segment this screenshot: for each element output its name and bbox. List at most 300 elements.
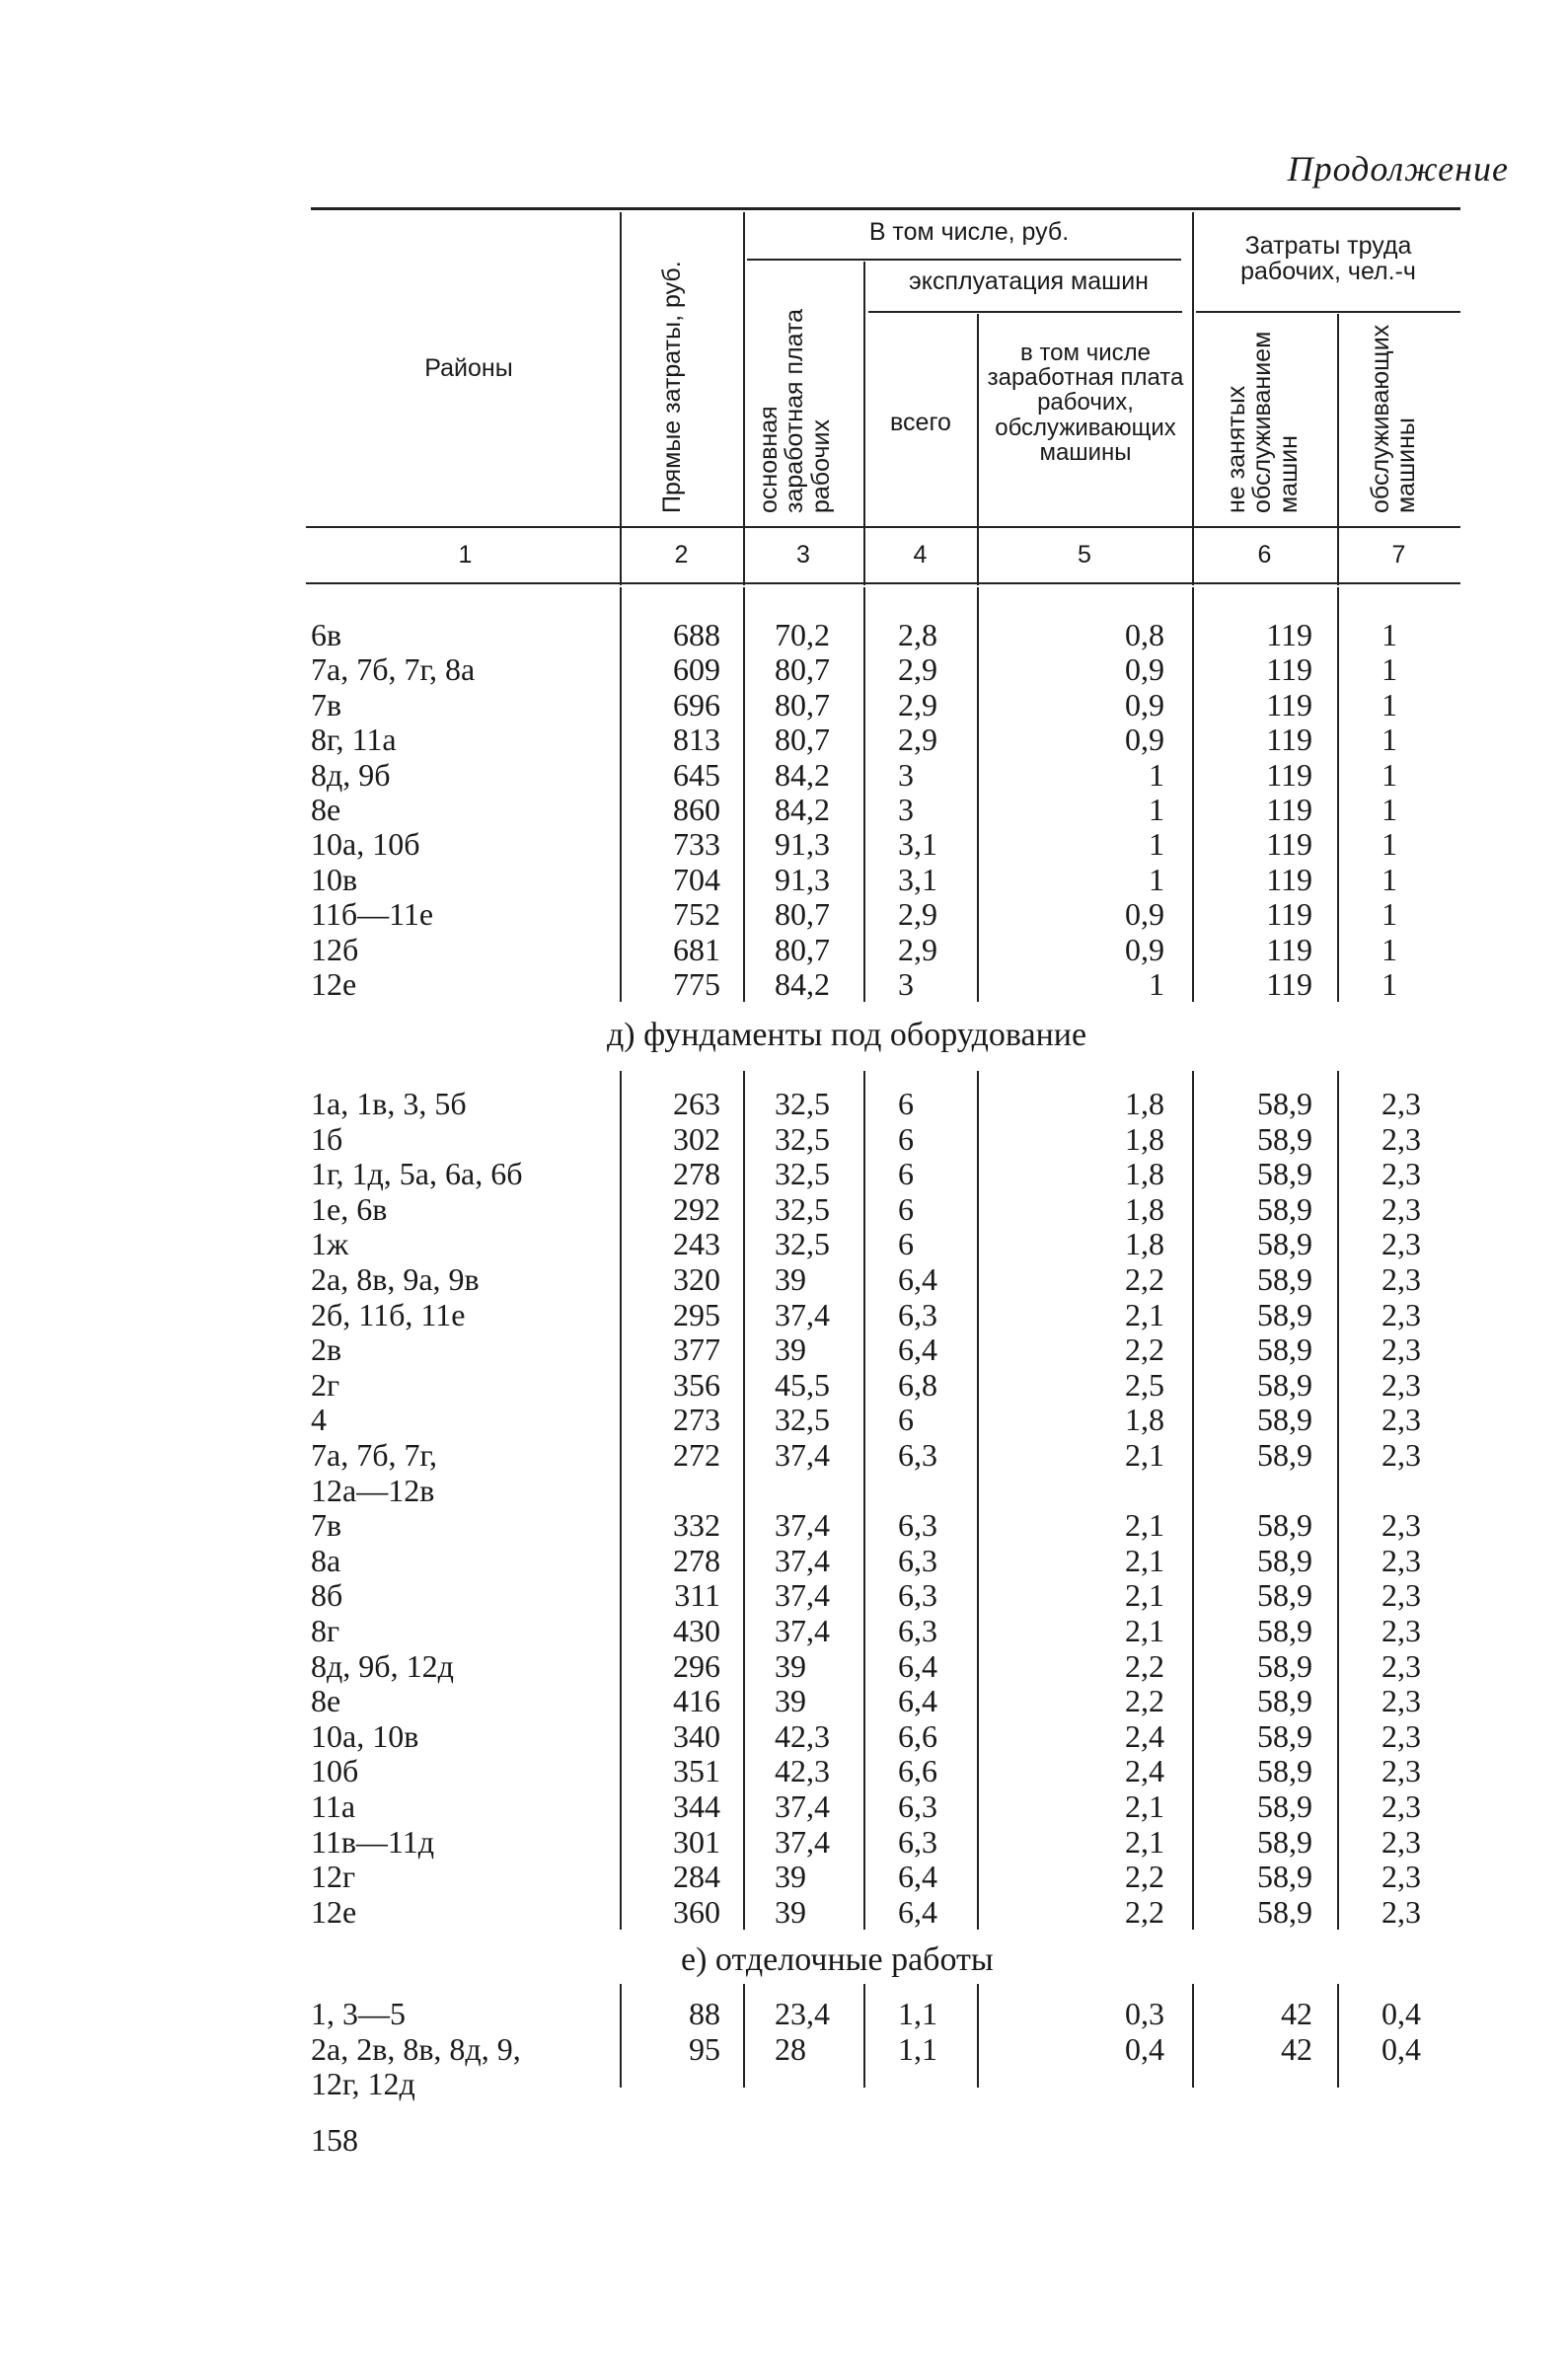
base-wages-cell: 23,4 — [775, 1996, 830, 2031]
direct-costs-cell: 278 — [673, 1156, 720, 1192]
direct-costs-cell: 356 — [673, 1366, 720, 1403]
district-cell: 1е, 6в — [311, 1190, 388, 1227]
labor-servicing-cell: 2,3 — [1381, 1613, 1421, 1648]
base-wages-cell: 32,5 — [775, 1190, 830, 1227]
header-including: В том числе, руб. — [868, 218, 1070, 246]
direct-costs-cell: 95 — [689, 2030, 720, 2067]
table-row — [0, 966, 1568, 1002]
machine-wages-cell: 2,1 — [1125, 1437, 1164, 1473]
direct-costs-cell: 301 — [673, 1823, 720, 1860]
machines-total-cell: 2,9 — [898, 931, 937, 967]
labor-not-servicing-cell: 119 — [1266, 722, 1312, 758]
district-cell: 8е — [311, 792, 341, 827]
table-row — [0, 1191, 1568, 1227]
district-cell: 2б, 11б, 11е — [311, 1296, 466, 1332]
machines-total-cell: 6 — [898, 1402, 914, 1438]
labor-servicing-cell: 0,4 — [1381, 1996, 1421, 2031]
machine-wages-cell: 2,1 — [1125, 1613, 1164, 1648]
direct-costs-cell: 263 — [673, 1086, 720, 1121]
table-row — [0, 1437, 1568, 1473]
direct-costs-cell: 243 — [673, 1226, 720, 1262]
machines-total-cell: 6 — [898, 1156, 914, 1192]
machine-wages-cell: 0,9 — [1125, 896, 1164, 933]
table-row — [0, 896, 1568, 932]
direct-costs-cell: 860 — [673, 792, 720, 827]
labor-not-servicing-cell: 58,9 — [1257, 1402, 1312, 1438]
machine-wages-cell: 2,1 — [1125, 1823, 1164, 1860]
machines-total-cell: 6,3 — [898, 1788, 937, 1824]
group-machines-rule — [868, 311, 1182, 313]
district-cell: 8д, 9б, 12д — [311, 1647, 454, 1684]
table-row — [0, 826, 1568, 862]
direct-costs-cell: 292 — [673, 1190, 720, 1227]
direct-costs-cell: 344 — [673, 1788, 720, 1824]
base-wages-cell: 84,2 — [775, 792, 830, 827]
base-wages-cell: 42,3 — [775, 1753, 830, 1789]
machine-wages-cell: 2,2 — [1125, 1893, 1164, 1930]
machines-total-cell: 6,6 — [898, 1753, 937, 1789]
header-servicing-machines: обслуживающих машины — [1367, 324, 1421, 513]
machines-total-cell: 3,1 — [898, 861, 937, 897]
labor-servicing-cell: 2,3 — [1381, 1647, 1421, 1684]
direct-costs-cell: 704 — [673, 861, 720, 897]
district-cell: 10а, 10в — [311, 1717, 419, 1754]
direct-costs-cell: 416 — [673, 1683, 720, 1719]
labor-not-servicing-cell: 58,9 — [1257, 1156, 1312, 1192]
direct-costs-cell: 681 — [673, 931, 720, 967]
machines-total-cell: 6,4 — [898, 1893, 937, 1930]
table-row — [0, 1683, 1568, 1718]
district-cell: 7в — [311, 686, 342, 722]
machine-wages-cell: 1,8 — [1125, 1120, 1164, 1157]
table-row — [0, 1996, 1568, 2031]
machine-wages-cell: 1 — [1149, 861, 1164, 897]
machine-wages-cell: 1 — [1149, 966, 1164, 1002]
table-row — [0, 1859, 1568, 1894]
direct-costs-cell: 278 — [673, 1542, 720, 1578]
direct-costs-cell: 360 — [673, 1893, 720, 1930]
labor-servicing-cell: 2,3 — [1381, 1402, 1421, 1438]
machine-wages-cell: 0,9 — [1125, 686, 1164, 722]
labor-servicing-cell: 2,3 — [1381, 1577, 1421, 1614]
labor-not-servicing-cell: 58,9 — [1257, 1507, 1312, 1544]
base-wages-cell: 32,5 — [775, 1120, 830, 1157]
labor-not-servicing-cell: 58,9 — [1257, 1437, 1312, 1473]
machine-wages-cell: 2,1 — [1125, 1542, 1164, 1578]
labor-not-servicing-cell: 58,9 — [1257, 1120, 1312, 1157]
machine-wages-cell: 2,2 — [1125, 1647, 1164, 1684]
machines-total-cell: 6,3 — [898, 1577, 937, 1614]
labor-not-servicing-cell: 119 — [1266, 651, 1312, 688]
labor-not-servicing-cell: 119 — [1266, 686, 1312, 722]
labor-servicing-cell: 1 — [1381, 896, 1397, 933]
district-cell: 1ж — [311, 1226, 349, 1262]
machines-total-cell: 1,1 — [898, 1996, 937, 2031]
labor-not-servicing-cell: 42 — [1281, 2030, 1312, 2067]
machine-wages-cell: 2,5 — [1125, 1366, 1164, 1403]
base-wages-cell: 39 — [775, 1647, 806, 1684]
machines-total-cell: 3 — [898, 966, 914, 1002]
machines-total-cell: 6 — [898, 1190, 914, 1227]
base-wages-cell: 37,4 — [775, 1296, 830, 1332]
labor-not-servicing-cell: 58,9 — [1257, 1893, 1312, 1930]
base-wages-cell: 80,7 — [775, 896, 830, 933]
district-cell: 12г, 12д — [311, 2066, 415, 2101]
labor-not-servicing-cell: 58,9 — [1257, 1542, 1312, 1578]
header-vline-3 — [863, 262, 865, 585]
machines-total-cell: 2,9 — [898, 686, 937, 722]
table-row — [0, 1331, 1568, 1367]
section-d-title: д) фундаменты под оборудование — [607, 1017, 1087, 1053]
machine-wages-cell: 0,9 — [1125, 722, 1164, 758]
base-wages-cell: 39 — [775, 1261, 806, 1297]
labor-not-servicing-cell: 119 — [1266, 617, 1312, 652]
machines-total-cell: 6,3 — [898, 1823, 937, 1860]
header-districts: Районы — [424, 354, 513, 382]
base-wages-cell: 39 — [775, 1859, 806, 1895]
district-cell: 10в — [311, 861, 358, 897]
labor-servicing-cell: 1 — [1381, 861, 1397, 897]
column-number-7: 7 — [1391, 541, 1406, 569]
base-wages-cell: 32,5 — [775, 1156, 830, 1192]
machines-total-cell: 1,1 — [898, 2030, 937, 2067]
district-cell: 10б — [311, 1753, 359, 1789]
labor-servicing-cell: 2,3 — [1381, 1261, 1421, 1297]
labor-not-servicing-cell: 58,9 — [1257, 1683, 1312, 1719]
machines-total-cell: 6,3 — [898, 1437, 937, 1473]
table-row — [0, 651, 1568, 687]
machines-total-cell: 6,8 — [898, 1366, 937, 1403]
direct-costs-cell: 295 — [673, 1296, 720, 1332]
labor-servicing-cell: 2,3 — [1381, 1753, 1421, 1789]
district-cell: 4 — [311, 1402, 327, 1438]
machine-wages-cell: 1,8 — [1125, 1086, 1164, 1121]
direct-costs-cell: 775 — [673, 966, 720, 1002]
direct-costs-cell: 430 — [673, 1613, 720, 1648]
column-number-1: 1 — [458, 541, 473, 569]
base-wages-cell: 80,7 — [775, 931, 830, 967]
table-row — [0, 2066, 1568, 2101]
machine-wages-cell: 1,8 — [1125, 1226, 1164, 1262]
direct-costs-cell: 752 — [673, 896, 720, 933]
district-cell: 8г, 11а — [311, 722, 397, 758]
table-row — [0, 1402, 1568, 1437]
table-row — [0, 1543, 1568, 1578]
base-wages-cell: 37,4 — [775, 1788, 830, 1824]
table-top-rule — [311, 207, 1460, 210]
machine-wages-cell: 2,1 — [1125, 1577, 1164, 1614]
table-row — [0, 617, 1568, 652]
district-cell: 1б — [311, 1120, 343, 1157]
table-row — [0, 1156, 1568, 1191]
labor-servicing-cell: 2,3 — [1381, 1893, 1421, 1930]
column-number-2: 2 — [674, 541, 689, 569]
machines-total-cell: 6,4 — [898, 1331, 937, 1368]
machine-wages-cell: 2,1 — [1125, 1507, 1164, 1544]
header-machines-total: всего — [890, 409, 951, 436]
labor-not-servicing-cell: 58,9 — [1257, 1226, 1312, 1262]
labor-servicing-cell: 1 — [1381, 826, 1397, 863]
base-wages-cell: 32,5 — [775, 1086, 830, 1121]
direct-costs-cell: 813 — [673, 722, 720, 758]
direct-costs-cell: 340 — [673, 1717, 720, 1754]
direct-costs-cell: 296 — [673, 1647, 720, 1684]
table-row — [0, 722, 1568, 757]
direct-costs-cell: 88 — [689, 1996, 720, 2031]
group-including-rule — [747, 259, 1181, 261]
district-cell: 7а, 7б, 7г, — [311, 1437, 437, 1473]
machines-total-cell: 6,4 — [898, 1647, 937, 1684]
table-row — [0, 757, 1568, 793]
district-cell: 12г — [311, 1859, 356, 1895]
table-row — [0, 1086, 1568, 1121]
column-number-4: 4 — [913, 541, 928, 569]
district-cell: 2а, 8в, 9а, 9в — [311, 1261, 480, 1297]
machines-total-cell: 6,3 — [898, 1542, 937, 1578]
machine-wages-cell: 2,1 — [1125, 1296, 1164, 1332]
district-cell: 11в—11д — [311, 1823, 435, 1860]
direct-costs-cell: 645 — [673, 756, 720, 793]
district-cell: 6в — [311, 617, 342, 652]
base-wages-cell: 84,2 — [775, 756, 830, 793]
base-wages-cell: 42,3 — [775, 1717, 830, 1754]
header-vline-1 — [620, 212, 622, 585]
table-row — [0, 932, 1568, 967]
machines-total-cell: 6,3 — [898, 1507, 937, 1544]
base-wages-cell: 37,4 — [775, 1542, 830, 1578]
direct-costs-cell: 284 — [673, 1859, 720, 1895]
base-wages-cell: 80,7 — [775, 651, 830, 688]
district-cell: 2а, 2в, 8в, 8д, 9, — [311, 2030, 521, 2067]
labor-not-servicing-cell: 58,9 — [1257, 1647, 1312, 1684]
labor-servicing-cell: 2,3 — [1381, 1859, 1421, 1895]
machines-total-cell: 6,4 — [898, 1683, 937, 1719]
column-numbers-bottom-rule — [306, 582, 1460, 584]
table-row — [0, 2031, 1568, 2067]
labor-not-servicing-cell: 119 — [1266, 966, 1312, 1002]
table-row — [0, 1788, 1568, 1824]
district-cell: 1а, 1в, 3, 5б — [311, 1086, 467, 1121]
machine-wages-cell: 1,8 — [1125, 1190, 1164, 1227]
table-row — [0, 1577, 1568, 1613]
page-number: 158 — [311, 2122, 358, 2158]
district-cell: 11а — [311, 1788, 356, 1824]
labor-not-servicing-cell: 58,9 — [1257, 1823, 1312, 1860]
table-row — [0, 1121, 1568, 1157]
machine-wages-cell: 0,9 — [1125, 651, 1164, 688]
labor-servicing-cell: 1 — [1381, 686, 1397, 722]
labor-servicing-cell: 2,3 — [1381, 1683, 1421, 1719]
header-vline-2 — [743, 212, 745, 585]
labor-servicing-cell: 1 — [1381, 617, 1397, 652]
labor-not-servicing-cell: 58,9 — [1257, 1261, 1312, 1297]
direct-costs-cell: 351 — [673, 1753, 720, 1789]
machine-wages-cell: 1 — [1149, 826, 1164, 863]
base-wages-cell: 91,3 — [775, 861, 830, 897]
labor-not-servicing-cell: 58,9 — [1257, 1717, 1312, 1754]
district-cell: 12а—12в — [311, 1472, 435, 1508]
district-cell: 1г, 1д, 5а, 6а, 6б — [311, 1156, 523, 1192]
header-vline-5 — [1192, 212, 1194, 585]
labor-not-servicing-cell: 58,9 — [1257, 1366, 1312, 1403]
direct-costs-cell: 302 — [673, 1120, 720, 1157]
machines-total-cell: 2,8 — [898, 617, 937, 652]
base-wages-cell: 45,5 — [775, 1366, 830, 1403]
labor-not-servicing-cell: 58,9 — [1257, 1753, 1312, 1789]
labor-servicing-cell: 2,3 — [1381, 1331, 1421, 1368]
base-wages-cell: 28 — [775, 2030, 806, 2067]
base-wages-cell: 70,2 — [775, 617, 830, 652]
direct-costs-cell: 273 — [673, 1402, 720, 1438]
machine-wages-cell: 0,4 — [1125, 2030, 1164, 2067]
direct-costs-cell: 320 — [673, 1261, 720, 1297]
district-cell: 8г — [311, 1613, 340, 1648]
district-cell: 11б—11е — [311, 896, 434, 933]
district-cell: 10а, 10б — [311, 826, 420, 863]
table-row — [0, 792, 1568, 827]
table-row — [0, 1753, 1568, 1788]
header-direct-costs: Прямые затраты, руб. — [658, 261, 686, 513]
district-cell: 8а — [311, 1542, 341, 1578]
labor-not-servicing-cell: 58,9 — [1257, 1613, 1312, 1648]
machines-total-cell: 2,9 — [898, 896, 937, 933]
labor-servicing-cell: 2,3 — [1381, 1120, 1421, 1157]
machine-wages-cell: 2,2 — [1125, 1261, 1164, 1297]
machine-wages-cell: 2,2 — [1125, 1683, 1164, 1719]
machine-wages-cell: 2,1 — [1125, 1788, 1164, 1824]
table-row — [0, 1473, 1568, 1508]
machines-total-cell: 6 — [898, 1086, 914, 1121]
machines-total-cell: 2,9 — [898, 651, 937, 688]
column-number-5: 5 — [1078, 541, 1091, 569]
machines-total-cell: 6,3 — [898, 1296, 937, 1332]
machines-total-cell: 6 — [898, 1226, 914, 1262]
machine-wages-cell: 2,4 — [1125, 1753, 1164, 1789]
machines-total-cell: 3 — [898, 756, 914, 793]
base-wages-cell: 37,4 — [775, 1577, 830, 1614]
district-cell: 12е — [311, 1893, 357, 1930]
district-cell: 7а, 7б, 7г, 8а — [311, 651, 476, 688]
table-row — [0, 1226, 1568, 1261]
district-cell: 8б — [311, 1577, 343, 1614]
base-wages-cell: 39 — [775, 1331, 806, 1368]
base-wages-cell: 80,7 — [775, 722, 830, 758]
machine-wages-cell: 1,8 — [1125, 1156, 1164, 1192]
labor-not-servicing-cell: 58,9 — [1257, 1190, 1312, 1227]
base-wages-cell: 37,4 — [775, 1437, 830, 1473]
labor-servicing-cell: 1 — [1381, 651, 1397, 688]
machines-total-cell: 3 — [898, 792, 914, 827]
base-wages-cell: 32,5 — [775, 1402, 830, 1438]
labor-servicing-cell: 2,3 — [1381, 1823, 1421, 1860]
header-base-wages: основная заработная плата рабочих — [755, 308, 835, 513]
district-cell: 12е — [311, 966, 357, 1002]
labor-servicing-cell: 2,3 — [1381, 1788, 1421, 1824]
machine-wages-cell: 1 — [1149, 792, 1164, 827]
labor-not-servicing-cell: 58,9 — [1257, 1331, 1312, 1368]
labor-servicing-cell: 2,3 — [1381, 1717, 1421, 1754]
direct-costs-cell: 377 — [673, 1331, 720, 1368]
base-wages-cell: 39 — [775, 1893, 806, 1930]
labor-servicing-cell: 1 — [1381, 792, 1397, 827]
labor-servicing-cell: 2,3 — [1381, 1507, 1421, 1544]
direct-costs-cell: 733 — [673, 826, 720, 863]
district-cell: 12б — [311, 931, 359, 967]
direct-costs-cell: 688 — [673, 617, 720, 652]
machines-total-cell: 6,3 — [898, 1613, 937, 1648]
table-row — [0, 1824, 1568, 1860]
header-not-servicing-machines: не занятых обслуживанием машин — [1223, 331, 1303, 513]
base-wages-cell: 37,4 — [775, 1823, 830, 1860]
labor-not-servicing-cell: 58,9 — [1257, 1788, 1312, 1824]
base-wages-cell: 37,4 — [775, 1507, 830, 1544]
labor-not-servicing-cell: 119 — [1266, 826, 1312, 863]
labor-servicing-cell: 2,3 — [1381, 1156, 1421, 1192]
labor-not-servicing-cell: 58,9 — [1257, 1086, 1312, 1121]
district-cell: 7в — [311, 1507, 342, 1544]
machines-total-cell: 6 — [898, 1120, 914, 1157]
labor-not-servicing-cell: 58,9 — [1257, 1577, 1312, 1614]
labor-servicing-cell: 1 — [1381, 931, 1397, 967]
column-number-3: 3 — [796, 541, 810, 569]
direct-costs-cell: 332 — [673, 1507, 720, 1544]
labor-servicing-cell: 2,3 — [1381, 1296, 1421, 1332]
base-wages-cell: 37,4 — [775, 1613, 830, 1648]
table-row — [0, 862, 1568, 897]
machine-wages-cell: 0,9 — [1125, 931, 1164, 967]
direct-costs-cell: 696 — [673, 686, 720, 722]
base-wages-cell: 39 — [775, 1683, 806, 1719]
direct-costs-cell: 311 — [674, 1577, 720, 1614]
district-cell: 1, 3—5 — [311, 1996, 406, 2031]
base-wages-cell: 84,2 — [775, 966, 830, 1002]
machine-wages-cell: 2,2 — [1125, 1331, 1164, 1368]
machines-total-cell: 6,6 — [898, 1717, 937, 1754]
labor-servicing-cell: 1 — [1381, 966, 1397, 1002]
labor-servicing-cell: 2,3 — [1381, 1226, 1421, 1262]
machine-wages-cell: 1 — [1149, 756, 1164, 793]
table-row — [0, 1261, 1568, 1297]
table-row — [0, 1894, 1568, 1930]
labor-not-servicing-cell: 119 — [1266, 896, 1312, 933]
machines-total-cell: 6,4 — [898, 1859, 937, 1895]
machine-wages-cell: 0,3 — [1125, 1996, 1164, 2031]
continuation-label: Продолжение — [1287, 149, 1509, 189]
base-wages-cell: 80,7 — [775, 686, 830, 722]
labor-servicing-cell: 2,3 — [1381, 1190, 1421, 1227]
table-row — [0, 1297, 1568, 1332]
labor-servicing-cell: 1 — [1381, 722, 1397, 758]
district-cell: 8д, 9б — [311, 756, 391, 793]
labor-servicing-cell: 0,4 — [1381, 2030, 1421, 2067]
labor-not-servicing-cell: 119 — [1266, 756, 1312, 793]
table-row — [0, 1367, 1568, 1403]
group-labor-rule — [1196, 311, 1460, 313]
header-machine-operation: эксплуатация машин — [909, 267, 1149, 295]
table-row — [0, 1648, 1568, 1684]
district-cell: 8е — [311, 1683, 341, 1719]
labor-servicing-cell: 2,3 — [1381, 1086, 1421, 1121]
machines-total-cell: 2,9 — [898, 722, 937, 758]
machine-wages-cell: 2,2 — [1125, 1859, 1164, 1895]
direct-costs-cell: 272 — [673, 1437, 720, 1473]
labor-not-servicing-cell: 119 — [1266, 792, 1312, 827]
table-row — [0, 687, 1568, 722]
district-cell: 2в — [311, 1331, 342, 1368]
base-wages-cell: 32,5 — [775, 1226, 830, 1262]
labor-servicing-cell: 2,3 — [1381, 1366, 1421, 1403]
labor-servicing-cell: 1 — [1381, 756, 1397, 793]
